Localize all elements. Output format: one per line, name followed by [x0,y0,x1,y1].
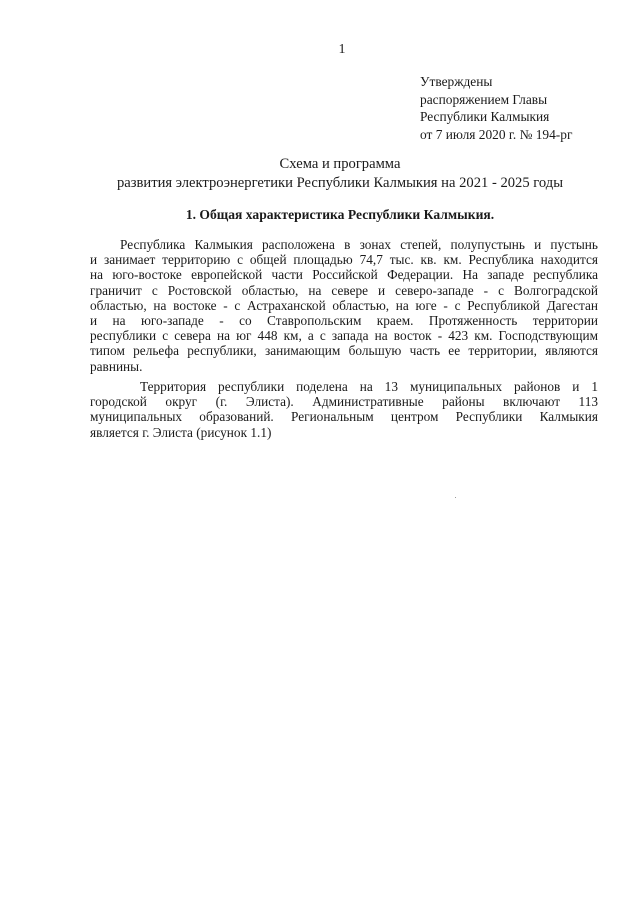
paragraph-line: на юго-востоке европейской части Российской Федерации. На западе республика [90,267,598,283]
paragraph-line: муниципальных образований. Региональным центром Республики Калмыкия [90,409,598,425]
paragraph-line: и занимает территорию с общей площадью 74,7 тыс. кв. км. Республика находится [90,252,598,268]
title-line-2: развития электроэнергетики Республики Калмыкия на 2021 - 2025 годы [116,175,564,191]
paragraph-2 [90,379,598,440]
paragraph-line: является г. Элиста (рисунок 1.1) [90,424,272,440]
document-title [60,155,620,193]
approval-block [420,73,630,143]
approval-line: распоряжением Главы [420,91,548,107]
paragraph-line: областью, на востоке - с Астраханской областью, на юге - с Республикой Дагестан [90,297,598,313]
title-line-1: Схема и программа [279,156,401,172]
approval-line: Утверждены [420,74,493,89]
paragraph-line: городской округ (г. Элиста). Административные районы включают 113 [90,394,598,410]
paragraph-line: Республика Калмыкия расположена в зонах степей, полупустынь и пустынь [120,237,598,252]
paragraph-1 [90,237,598,374]
approval-line: от 7 июля 2020 г. № 194-рг [420,126,573,142]
page-number: 1 [338,42,346,57]
paragraph-line: республики с севера на юг 448 км, а с запада на восток - 423 км. Господствующим [90,328,598,344]
scan-speck [455,497,456,498]
paragraph-line: граничит с Ростовской областью, на севере и северо-западе - с Волгоградской [90,282,598,298]
paragraph-line: типом рельефа республики, занимающим большую часть ее территории, являются [90,343,598,359]
paragraph-line: Территория республики поделена на 13 муниципальных районов и 1 [140,379,598,394]
paragraph-line: равнины. [90,358,143,374]
paragraph-line: и на юго-западе - со Ставропольским краем. Протяженность территории [90,312,598,328]
section-heading: 1. Общая характеристика Республики Калмыкия. [185,207,495,222]
approval-line: Республики Калмыкия [420,109,550,124]
